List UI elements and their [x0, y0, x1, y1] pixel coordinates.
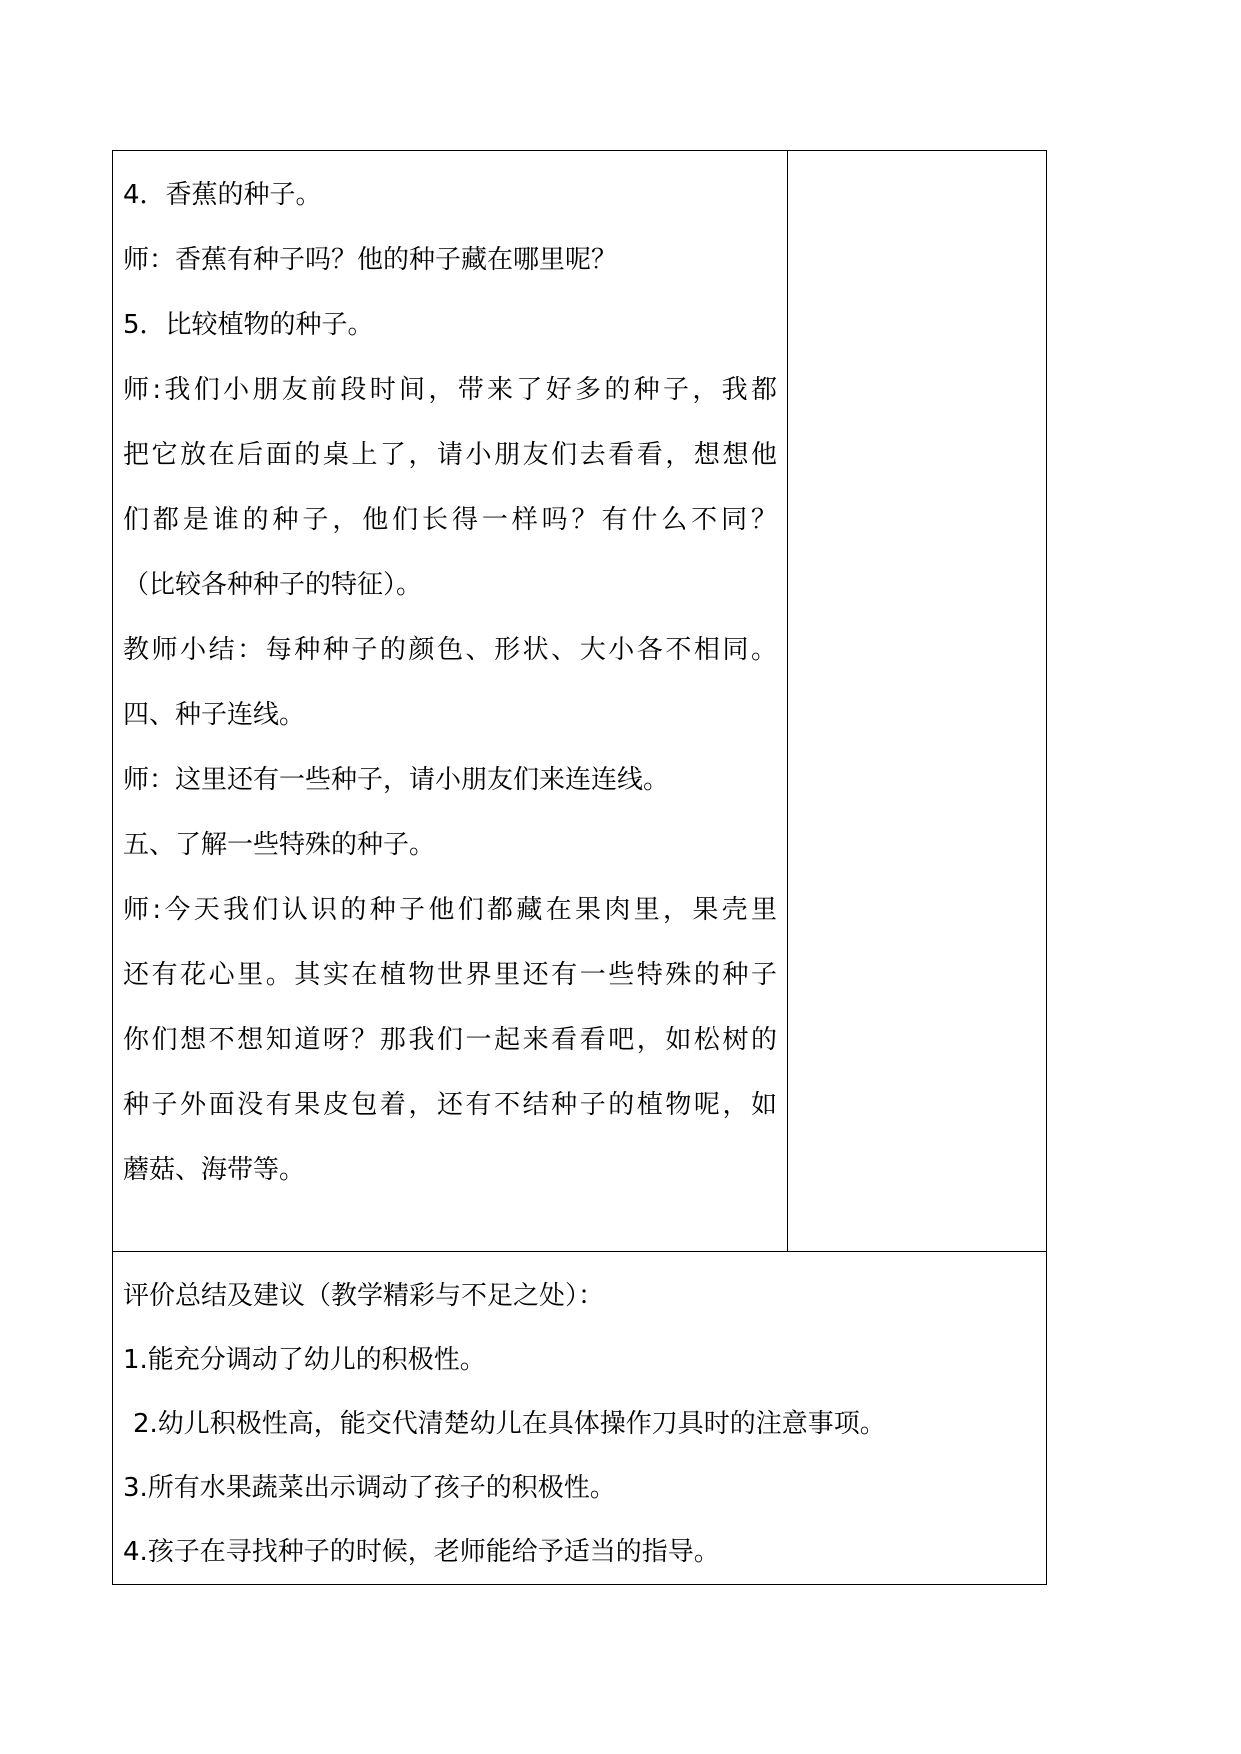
evaluation-content	[113, 1252, 1046, 1584]
lesson-line: 四、种子连线。	[123, 700, 306, 730]
lesson-content-cell	[113, 151, 788, 1252]
evaluation-item: 1.能充分调动了幼儿的积极性。	[123, 1345, 486, 1375]
evaluation-item: 4.孩子在寻找种子的时候，老师能给予适当的指导。	[123, 1537, 720, 1567]
evaluation-item: 3.所有水果蔬菜出示调动了孩子的积极性。	[123, 1473, 616, 1503]
lesson-line: 们都是谁的种子，他们长得一样吗？有什么不同？	[123, 505, 777, 535]
lesson-content	[113, 151, 787, 1203]
evaluation-cell	[113, 1252, 1047, 1585]
evaluation-heading: 评价总结及建议（教学精彩与不足之处）：	[123, 1281, 605, 1311]
lesson-line: 4．香蕉的种子。	[123, 180, 322, 210]
lesson-line: 师:今天我们认识的种子他们都藏在果肉里，果壳里	[123, 895, 777, 925]
lesson-line: 师：香蕉有种子吗？他的种子藏在哪里呢？	[123, 245, 618, 275]
lesson-line: 教师小结：每种种子的颜色、形状、大小各不相同。	[123, 635, 777, 665]
lesson-line: 师:我们小朋友前段时间，带来了好多的种子，我都	[123, 375, 777, 405]
lesson-line: （比较各种种子的特征）。	[123, 570, 423, 600]
lesson-line: 你们想不想知道呀？那我们一起来看看吧，如松树的	[123, 1025, 777, 1055]
lesson-line: 五、了解一些特殊的种子。	[123, 830, 436, 860]
evaluation-item: 2.幼儿积极性高，能交代清楚幼儿在具体操作刀具时的注意事项。	[133, 1409, 886, 1439]
lesson-line: 蘑菇、海带等。	[123, 1155, 306, 1185]
notes-cell	[788, 151, 1047, 1252]
lesson-line: 还有花心里。其实在植物世界里还有一些特殊的种子	[123, 960, 777, 990]
lesson-line: 师：这里还有一些种子，请小朋友们来连连线。	[123, 765, 670, 795]
lesson-line: 5．比较植物的种子。	[123, 310, 374, 340]
lesson-table	[112, 150, 1047, 1585]
lesson-line: 把它放在后面的桌上了，请小朋友们去看看，想想他	[123, 440, 777, 470]
lesson-line: 种子外面没有果皮包着，还有不结种子的植物呢，如	[123, 1090, 777, 1120]
